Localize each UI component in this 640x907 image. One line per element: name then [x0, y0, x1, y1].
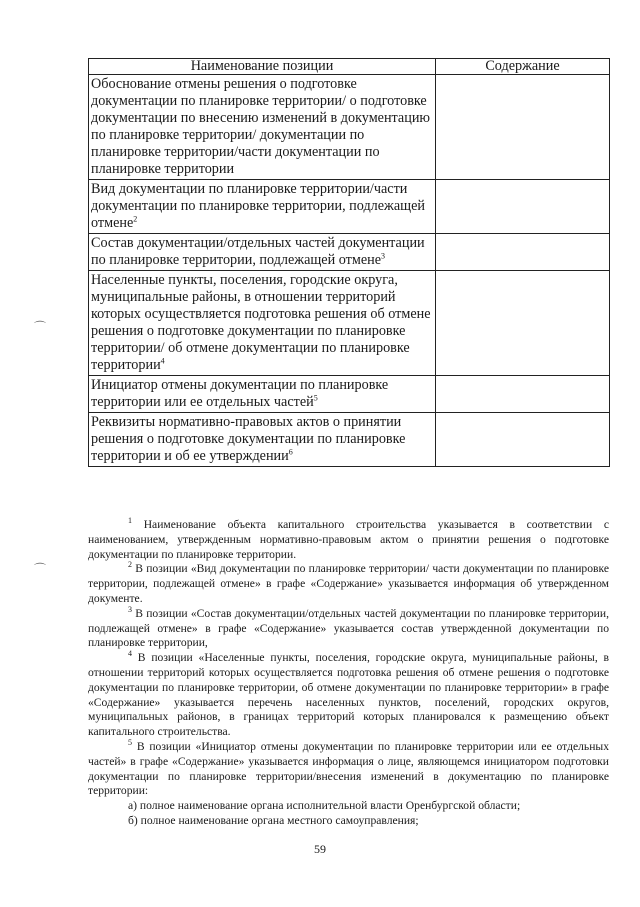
row-name: Реквизиты нормативно-правовых актов о принятии решения о подготовке документации по планировке территории и об ее утверждении	[91, 414, 406, 464]
row-content-cell	[436, 75, 610, 180]
footnote-number: 3	[128, 604, 132, 614]
row-name-cell	[89, 180, 436, 234]
table-row	[89, 271, 610, 376]
row-name-cell	[89, 376, 436, 413]
footnote-text: В позиции «Инициатор отмены документации по планировке территории или ее отдельных частей» в графе «Содержание» указывается информация о лице, являющемся инициатором подготовки документации по планировке территории/внесения изменений в документацию по планировке территории:	[88, 739, 609, 798]
footnote-text: В позиции «Населенные пункты, поселения, городские округа, муниципальные районы, в отношении территорий которых осуществляется подготовка решения об отмене решения о подготовке документации по планировке территории, об отмене документации по планировке территории» в графе «Содержание» указывается перечень населенных пунктов, поселений, городских округов, муниципальных районов, в границах территорий которых планировался к размещению объект капитального строительства.	[88, 651, 609, 739]
row-content-cell	[436, 234, 610, 271]
footnotes	[88, 518, 609, 829]
footnote-ref: 6	[288, 447, 293, 457]
footnote	[88, 562, 609, 606]
row-name: Населенные пункты, поселения, городские округа, муниципальные районы, в отношении территорий которых осуществляется подготовка решения об отмене решения о подготовке документации по планировке территории/ об отмене документации по планировке территории	[91, 272, 431, 373]
footnote-ref: 4	[160, 356, 165, 366]
page-number: 59	[314, 842, 326, 856]
list-item: а) полное наименование органа исполнительной власти Оренбургской области;	[128, 799, 521, 813]
row-content-cell	[436, 413, 610, 467]
row-name-cell	[89, 271, 436, 376]
footnote	[88, 651, 609, 740]
row-content-cell	[436, 271, 610, 376]
table-header-row	[89, 59, 610, 75]
row-name: Вид документации по планировке территории/части документации по планировке территории, подлежащей отмене	[91, 181, 425, 231]
footnote-text: В позиции «Вид документации по планировке территории/ части документации по планировке территории, подлежащей отмене» в графе «Содержание» указывается информация об утвержденном документе.	[88, 562, 609, 605]
row-name-cell	[89, 413, 436, 467]
row-name-cell	[89, 75, 436, 180]
table-row	[89, 75, 610, 180]
row-name: Обоснование отмены решения о подготовке документации по планировке территории/ о подготовке документации по внесению изменений в документацию по планировке территории/ документации по планировке территории/части документации по планировке территории	[91, 76, 431, 177]
footnote-ref: 3	[381, 251, 386, 261]
positions-table	[88, 58, 610, 467]
row-name: Состав документации/отдельных частей документации по планировке территории, подлежащей отмене	[91, 235, 425, 268]
footnote-number: 1	[128, 516, 132, 526]
footnote-text: В позиции «Состав документации/отдельных частей документации по планировке территории, подлежащей отмене» в графе «Содержание» указывается состав утвержденной документации по планировке территории,	[88, 606, 609, 650]
header-name: Наименование позиции	[89, 59, 436, 75]
footnote-text: Наименование объекта капитального строительства указывается в соответствии с наименованием, утвержденным нормативно-правовым актом о принятии решения о подготовке документации по планировке территории.	[88, 518, 609, 561]
table-row	[89, 180, 610, 234]
row-name-cell	[89, 234, 436, 271]
footnote	[88, 604, 609, 651]
table-row	[89, 376, 610, 413]
binding-mark: ⌒	[34, 562, 47, 576]
header-content: Содержание	[436, 59, 610, 75]
row-name: Инициатор отмены документации по планировке территории или ее отдельных частей	[91, 377, 389, 410]
footnote-ref: 2	[133, 214, 138, 224]
footnote-number: 4	[128, 649, 132, 659]
binding-mark: ⌒	[34, 320, 47, 334]
footnote-number: 2	[128, 560, 132, 570]
row-content-cell	[436, 376, 610, 413]
list-item: б) полное наименование органа местного самоуправления;	[128, 813, 419, 827]
row-content-cell	[436, 180, 610, 234]
table-row	[89, 234, 610, 271]
footnote	[88, 740, 609, 799]
footnote-number: 5	[128, 738, 132, 748]
footnote-ref: 5	[313, 393, 318, 403]
footnote	[88, 518, 609, 562]
table-row	[89, 413, 610, 467]
